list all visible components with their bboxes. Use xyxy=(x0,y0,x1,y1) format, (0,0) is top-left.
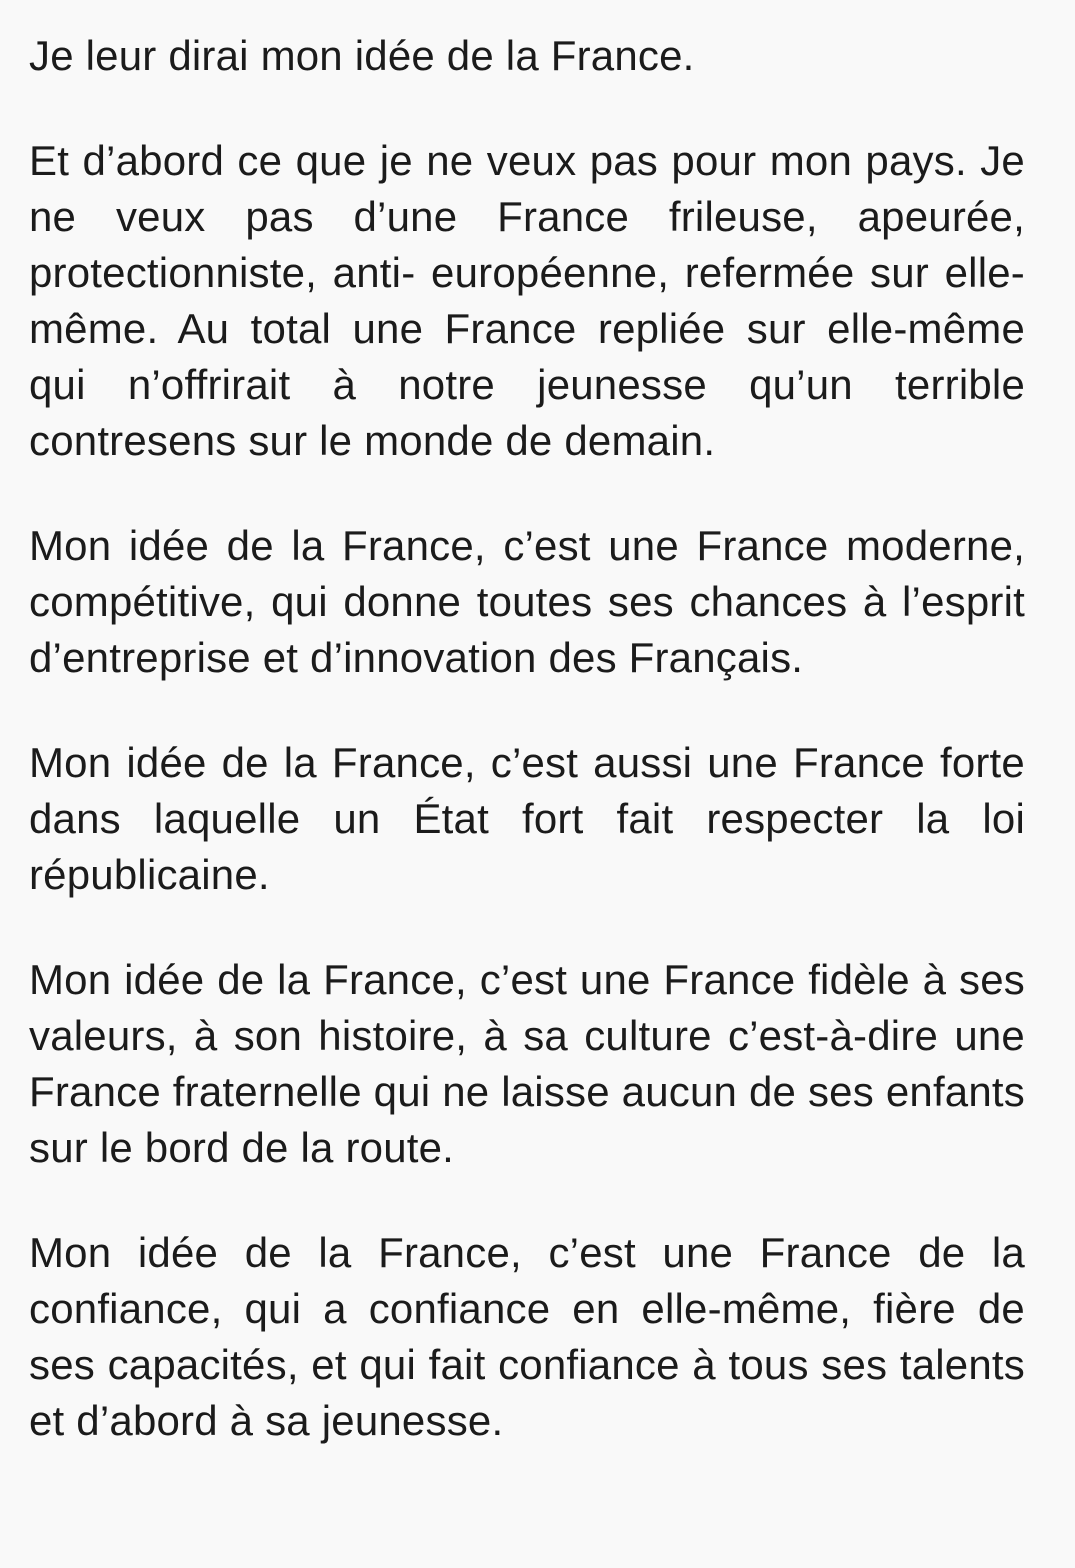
document-body xyxy=(29,28,1025,1449)
paragraph-6: Mon idée de la France, c’est une France de la confiance, qui a confiance en elle-même, fière de ses capacités, et qui fait confiance à tous ses talents et d’abord à sa jeunesse. xyxy=(29,1229,1025,1444)
paragraph-3: Mon idée de la France, c’est une France moderne, compétitive, qui donne toutes ses chances à l’esprit d’entreprise et d’innovation des Français. xyxy=(29,522,1025,681)
paragraph-5: Mon idée de la France, c’est une France fidèle à ses valeurs, à son histoire, à sa culture c’est-à-dire une France fraternelle qui ne laisse aucun de ses enfants sur le bord de la route. xyxy=(29,956,1025,1171)
paragraph-4: Mon idée de la France, c’est aussi une France forte dans laquelle un État fort fait respecter la loi républicaine. xyxy=(29,739,1025,898)
paragraph-2: Et d’abord ce que je ne veux pas pour mon pays. Je ne veux pas d’une France frileuse, apeurée, protectionniste, anti- européenne, refermée sur elle-même. Au total une France repliée sur elle-même qui n’offrirait à notre jeunesse qu’un terrible contresens sur le monde de demain. xyxy=(29,137,1025,464)
paragraph-1: Je leur dirai mon idée de la France. xyxy=(29,32,695,79)
